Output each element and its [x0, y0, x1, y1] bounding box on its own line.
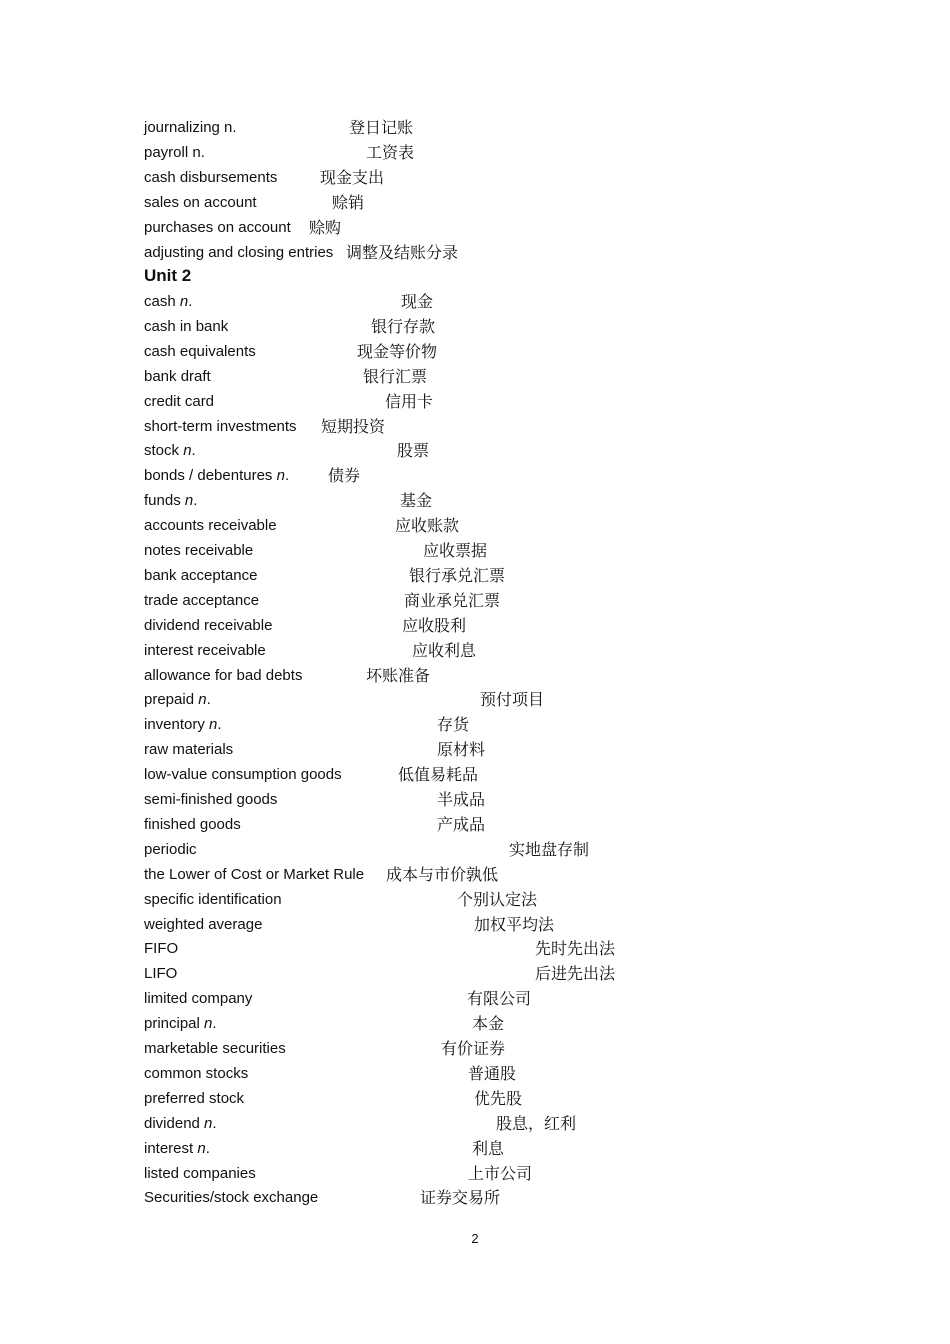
part-of-speech-dot: .: [206, 691, 211, 709]
chinese-translation: 个别认定法: [457, 889, 538, 909]
english-term-text: periodic: [144, 840, 197, 858]
chinese-translation: 实地盘存制: [509, 839, 590, 859]
chinese-translation: 上市公司: [468, 1163, 533, 1183]
chinese-translation: 坏账准备: [366, 665, 431, 685]
english-term: [144, 937, 178, 961]
part-of-speech: n: [204, 1114, 213, 1132]
part-of-speech-dot: .: [191, 442, 196, 460]
chinese-translation: 产成品: [437, 814, 486, 834]
english-term: [144, 340, 256, 364]
part-of-speech: n: [204, 1015, 213, 1033]
english-term-text: FIFO: [144, 940, 179, 958]
english-term: [144, 614, 272, 638]
part-of-speech: n: [179, 293, 189, 310]
chinese-translation: 登日记账: [349, 118, 414, 137]
english-term-text: cash equivalents: [144, 342, 256, 360]
chinese-translation: 低值易耗品: [398, 765, 479, 785]
english-term: [144, 913, 262, 937]
english-term-text: raw materials: [144, 741, 234, 759]
chinese-translation: 本金: [472, 1014, 505, 1034]
english-term: [144, 290, 192, 314]
chinese-translation: 银行汇票: [363, 366, 428, 386]
english-term-text: inventory: [144, 716, 210, 734]
english-term-text: trade acceptance: [144, 591, 260, 609]
english-term-text: adjusting and closing entries: [144, 243, 334, 261]
english-term: [144, 1087, 244, 1111]
english-term: [144, 1112, 217, 1136]
english-term-text: prepaid: [144, 691, 199, 709]
english-term-text: preferred stock: [144, 1089, 245, 1107]
english-term: [144, 489, 197, 513]
page-number: 2: [471, 1231, 479, 1246]
english-term-text: weighted average: [144, 915, 263, 933]
english-term: [144, 390, 214, 414]
english-term: [144, 365, 211, 389]
english-term-text: cash in bank: [144, 317, 229, 335]
english-term-text: notes receivable: [144, 542, 254, 559]
english-term: [144, 415, 297, 439]
chinese-translation: 股息，红利: [496, 1113, 577, 1133]
part-of-speech-dot: .: [188, 293, 193, 310]
english-term-text: bonds / debentures: [144, 467, 277, 485]
chinese-translation: 信用卡: [385, 391, 434, 411]
chinese-translation: 应收票据: [423, 541, 488, 560]
unit-heading: Unit 2: [144, 266, 192, 285]
english-term-text: payroll n.: [144, 143, 205, 161]
english-term-text: bank acceptance: [144, 566, 258, 584]
part-of-speech: n: [183, 442, 192, 460]
part-of-speech-dot: .: [212, 1114, 217, 1132]
english-term-text: purchases on account: [144, 218, 291, 236]
english-term: [144, 1186, 318, 1210]
english-term-text: stock: [144, 442, 184, 460]
chinese-translation: 银行承兑汇票: [409, 565, 506, 585]
english-term-text: semi-finished goods: [144, 791, 278, 808]
english-term-text: specific identification: [144, 890, 282, 908]
chinese-translation: 先时先出法: [535, 939, 616, 959]
english-term: [144, 863, 364, 887]
chinese-translation: 存货: [437, 715, 470, 735]
english-term-text: allowance for bad debts: [144, 666, 303, 684]
chinese-translation: 应收利息: [412, 640, 477, 660]
english-term: [144, 216, 291, 240]
part-of-speech: n: [198, 691, 207, 709]
english-term-text: short-term investments: [144, 417, 297, 435]
english-term-text: credit card: [144, 392, 215, 410]
chinese-translation: 加权平均法: [474, 914, 555, 934]
english-term: [144, 738, 233, 762]
english-term: [144, 116, 237, 140]
chinese-translation: 现金等价物: [357, 341, 438, 361]
part-of-speech-dot: .: [193, 492, 198, 510]
chinese-translation: 有价证券: [441, 1039, 506, 1058]
english-term-text: funds: [144, 492, 185, 510]
chinese-translation: 应收股利: [402, 615, 467, 635]
english-term: [144, 539, 253, 563]
english-term-text: cash disbursements: [144, 168, 278, 186]
chinese-translation: 原材料: [437, 740, 486, 760]
english-term: [144, 1037, 286, 1061]
english-term: [144, 639, 266, 663]
part-of-speech: n: [197, 1139, 206, 1157]
chinese-translation: 基金: [400, 491, 433, 511]
part-of-speech-dot: .: [212, 1015, 217, 1033]
english-term: [144, 763, 342, 787]
chinese-translation: 普通股: [468, 1063, 517, 1083]
chinese-translation: 工资表: [366, 142, 415, 162]
part-of-speech-dot: .: [217, 716, 222, 734]
english-term: [144, 1012, 217, 1036]
english-term: [144, 166, 277, 190]
english-term-text: journalizing n.: [144, 119, 237, 136]
english-term: [144, 813, 241, 837]
english-term-text: listed companies: [144, 1164, 256, 1182]
part-of-speech: n: [209, 716, 218, 734]
english-term: [144, 589, 259, 613]
english-term: [144, 141, 205, 165]
chinese-translation: 赊销: [332, 192, 365, 212]
english-term: [144, 713, 222, 737]
english-term: [144, 987, 252, 1011]
chinese-translation: 银行存款: [371, 316, 436, 336]
english-term: [144, 241, 333, 265]
chinese-translation: 利息: [472, 1138, 505, 1158]
chinese-translation: 优先股: [474, 1088, 523, 1108]
english-term: [144, 888, 282, 912]
english-term-text: cash: [144, 293, 180, 310]
english-term-text: principal: [144, 1015, 205, 1033]
part-of-speech-dot: .: [284, 467, 290, 485]
english-term-text: limited company: [144, 990, 253, 1008]
chinese-translation: 半成品: [437, 790, 486, 809]
chinese-translation: 股票: [397, 441, 430, 461]
chinese-translation: 后进先出法: [535, 964, 616, 984]
english-term-text: sales on account: [144, 193, 257, 211]
english-term-text: common stocks: [144, 1064, 249, 1082]
english-term-text: Securities/stock exchange: [144, 1189, 319, 1207]
english-term: [144, 315, 228, 339]
part-of-speech-dot: .: [205, 1139, 210, 1157]
chinese-translation: 短期投资: [321, 416, 386, 436]
chinese-translation: 商业承兑汇票: [404, 590, 501, 610]
english-term: [144, 464, 289, 488]
english-term: [144, 838, 197, 862]
english-term-text: low-value consumption goods: [144, 766, 342, 784]
english-term: [144, 1062, 248, 1086]
english-term: [144, 688, 211, 712]
chinese-translation: 调整及结账分录: [346, 242, 459, 262]
english-term-text: the Lower of Cost or Market Rule: [144, 865, 365, 883]
english-term-text: accounts receivable: [144, 517, 277, 535]
english-term: [144, 1137, 210, 1161]
english-term-text: bank draft: [144, 367, 211, 385]
chinese-translation: 证券交易所: [420, 1188, 501, 1208]
english-term: [144, 514, 277, 538]
english-term-text: marketable securities: [144, 1040, 286, 1057]
english-term-text: interest: [144, 1139, 198, 1157]
english-term: [144, 962, 177, 986]
english-term-text: dividend: [144, 1114, 205, 1132]
english-term-text: finished goods: [144, 815, 241, 833]
chinese-translation: 有限公司: [467, 989, 532, 1009]
english-term-text: interest receivable: [144, 641, 266, 659]
english-term: [144, 191, 257, 215]
english-term: [144, 439, 196, 463]
part-of-speech: n: [184, 492, 194, 510]
chinese-translation: 现金: [401, 292, 434, 311]
english-term-text: dividend receivable: [144, 616, 273, 634]
chinese-translation: 预付项目: [480, 690, 545, 710]
chinese-translation: 应收账款: [395, 516, 460, 536]
chinese-translation: 赊购: [309, 217, 342, 237]
chinese-translation: 现金支出: [320, 167, 385, 187]
chinese-translation: 成本与市价孰低: [386, 864, 499, 884]
part-of-speech: n: [276, 467, 285, 485]
english-term: [144, 788, 277, 812]
english-term: [144, 664, 302, 688]
chinese-translation: 债券: [328, 466, 361, 486]
english-term: [144, 1162, 256, 1186]
english-term: [144, 564, 257, 588]
english-term-text: LIFO: [144, 965, 178, 983]
